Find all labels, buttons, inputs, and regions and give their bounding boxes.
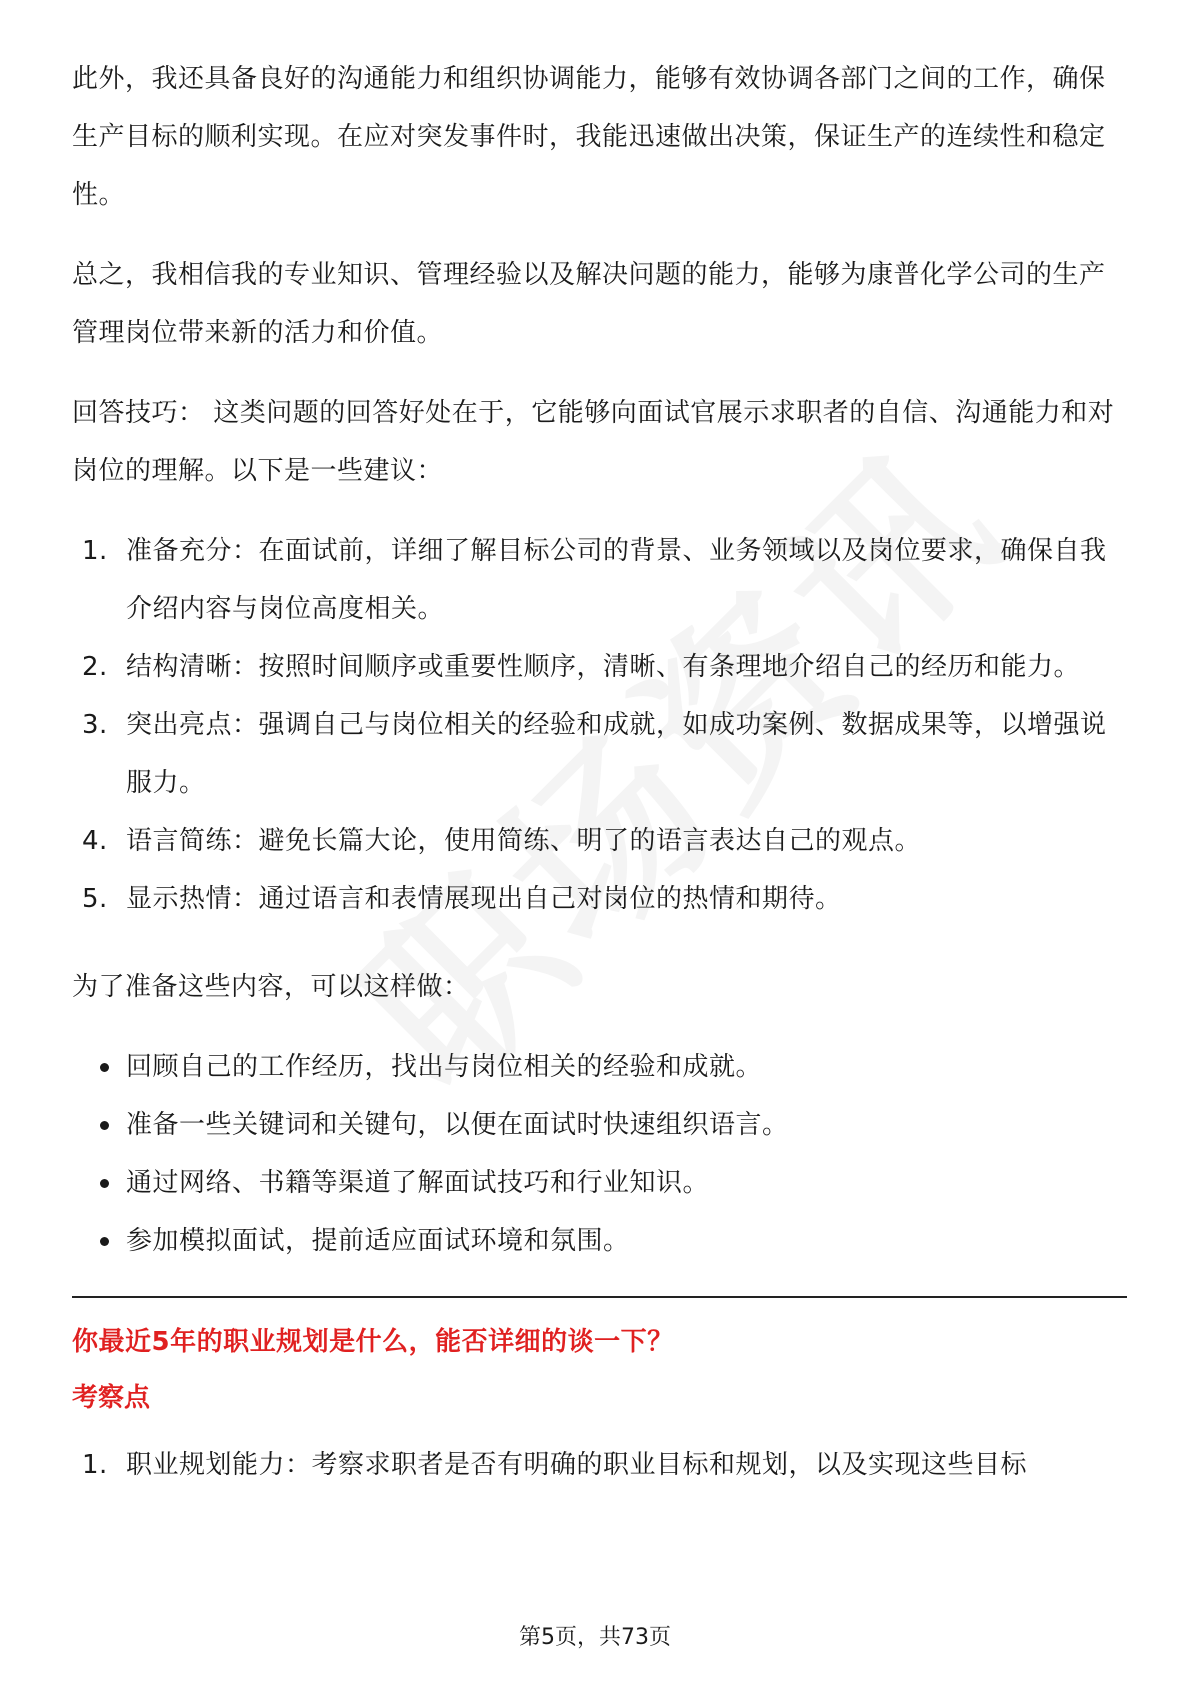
bullet-text: 准备一些关键词和关键句，以便在面试时快速组织语言。: [126, 1110, 789, 1140]
paragraph-1: 此外，我还具备良好的沟通能力和组织协调能力，能够有效协调各部门之间的工作，确保生产目标的顺利实现。在应对突发事件时，我能迅速做出决策，保证生产的连续性和稳定性。: [72, 64, 1106, 210]
document-page: [72, 50, 1127, 1524]
bullet-item: [72, 1154, 1127, 1212]
list-item: [72, 812, 1127, 870]
tips-list: [72, 522, 1127, 928]
bullet-icon: [100, 1121, 109, 1130]
list-number: 1.: [82, 536, 108, 566]
bullet-item: [72, 1038, 1127, 1096]
list-item: [72, 638, 1127, 696]
question-subtitle: 考察点: [72, 1383, 151, 1413]
list-number: 4.: [82, 826, 108, 856]
paragraph-answer-tips: 回答技巧： 这类问题的回答好处在于，它能够向面试官展示求职者的自信、沟通能力和对岗位的理解。以下是一些建议：: [72, 398, 1115, 486]
list-number: 5.: [82, 884, 108, 914]
bullet-text: 通过网络、书籍等渠道了解面试技巧和行业知识。: [126, 1168, 710, 1198]
bullet-text: 参加模拟面试，提前适应面试环境和氛围。: [126, 1226, 630, 1256]
paragraph-prep: 为了准备这些内容，可以这样做：: [72, 972, 470, 1002]
list-item: [72, 870, 1127, 928]
assessment-points-list: [72, 1436, 1127, 1494]
list-number: 2.: [82, 652, 108, 682]
list-item-text: 准备充分：在面试前，详细了解目标公司的背景、业务领域以及岗位要求，确保自我介绍内容与岗位高度相关。: [126, 536, 1107, 624]
bullet-item: [72, 1096, 1127, 1154]
list-item: [72, 696, 1127, 812]
bullet-item: [72, 1212, 1127, 1270]
list-item: [72, 522, 1127, 638]
bullet-icon: [100, 1063, 109, 1072]
prep-list: [72, 1038, 1127, 1270]
bullet-icon: [100, 1179, 109, 1188]
question-title: 你最近5年的职业规划是什么，能否详细的谈一下？: [72, 1327, 674, 1357]
list-number: 1.: [82, 1450, 108, 1480]
page-footer: 第5页，共73页: [519, 1625, 671, 1650]
list-item-text: 职业规划能力：考察求职者是否有明确的职业目标和规划，以及实现这些目标: [126, 1450, 1028, 1480]
list-item-text: 显示热情：通过语言和表情展现出自己对岗位的热情和期待。: [126, 884, 842, 914]
list-number: 3.: [82, 710, 108, 740]
section-divider: [72, 1296, 1127, 1298]
bullet-icon: [100, 1237, 109, 1246]
bullet-text: 回顾自己的工作经历，找出与岗位相关的经验和成就。: [126, 1052, 763, 1082]
list-item-text: 结构清晰：按照时间顺序或重要性顺序，清晰、有条理地介绍自己的经历和能力。: [126, 652, 1081, 682]
paragraph-2: 总之，我相信我的专业知识、管理经验以及解决问题的能力，能够为康普化学公司的生产管理岗位带来新的活力和价值。: [72, 260, 1106, 348]
list-item: [72, 1436, 1127, 1494]
list-item-text: 语言简练：避免长篇大论，使用简练、明了的语言表达自己的观点。: [126, 826, 922, 856]
list-item-text: 突出亮点：强调自己与岗位相关的经验和成就，如成功案例、数据成果等，以增强说服力。: [126, 710, 1107, 798]
